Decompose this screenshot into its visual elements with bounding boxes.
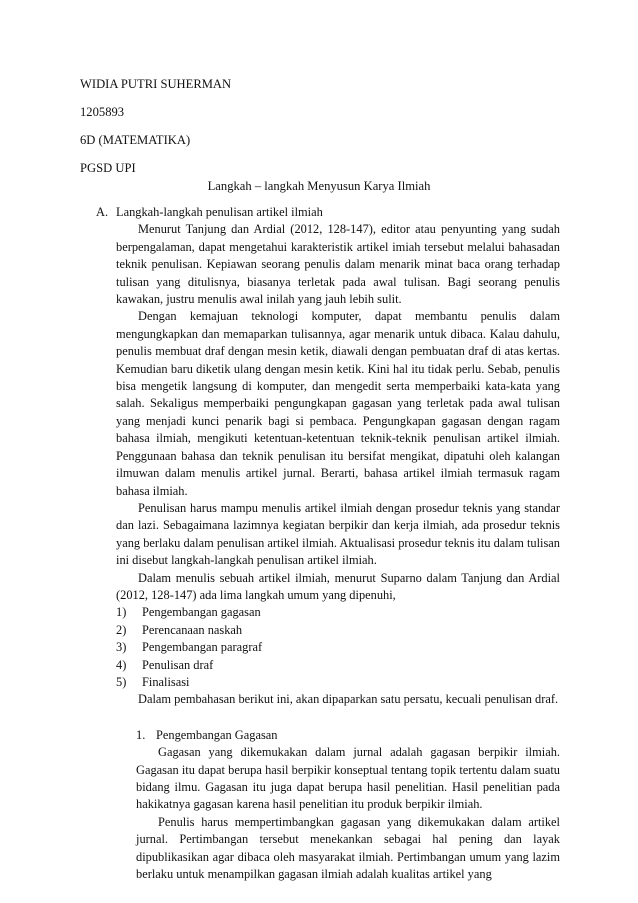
step-label: Penulisan draf: [142, 657, 214, 672]
author-name: WIDIA PUTRI SUHERMAN: [80, 77, 232, 91]
section-a-paragraph-2: Dengan kemajuan teknologi komputer, dapat membantu penulis dalam mengungkapkan dan memaparkan tulisannya, agar menarik untuk dibaca. Kalau dahulu, penulis membuat draf dengan mesin ketik, diawali dengan pembuatan draf di atas kertas. Kemudian baru diketik ulang dengan mesin ketik. Kini hal itu tidak perlu. Sebab, penulis bisa mengetik langsung di komputer, dan mengedit serta memperbaiki kata-kata yang salah. Sekaligus memperbaiki pengungkapan gagasan yang terletak pada awal tulisan yang menjadi kunci penarik bagi si pembaca. Pengungkapan gagasan dengan ragam bahasa ilmiah, mengikuti ketentuan-ketentuan teknik-teknik penulisan artikel ilmiah. Penggunaan bahasa dan teknik penulisan itu bersifat mengikat, dipatuhi oleh kalangan ilmuwan dalam menulis artikel jurnal. Berarti, bahasa artikel ilmiah termasuk ragam bahasa ilmiah.: [116, 309, 560, 498]
subsection-1-number: 1.: [136, 727, 146, 742]
spacer: [116, 709, 560, 727]
document-title: Langkah – langkah Menyusun Karya Ilmiah: [207, 179, 431, 193]
list-item: [116, 622, 560, 639]
section-a-paragraph-4: Dalam menulis sebuah artikel ilmiah, menurut Suparno dalam Tanjung dan Ardial (2012, 128-147) ada lima langkah umum yang dipenuhi,: [116, 570, 560, 602]
step-number: 2): [116, 622, 127, 637]
step-label: Pengembangan gagasan: [142, 605, 261, 620]
steps-list: [116, 604, 560, 691]
section-a-marker: A.: [96, 205, 109, 219]
step-number: 5): [116, 674, 127, 689]
subsection-1: [116, 727, 560, 884]
subsection-1-title: Pengembangan Gagasan: [156, 727, 278, 742]
section-a-paragraph-1: Menurut Tanjung dan Ardial (2012, 128-147), editor atau penyunting yang sudah berpengalaman, dapat mengetahui karakteristik artikel imiah tersebut melalui bahasadan teknik penulisan. Kepiawan seorang penulis dalam menarik minat baca orang terhadap tulisan yang ditulisnya, biasanya terletak pada awal tulisan. Bagi seorang penulis kawakan, justru menulis awal inilah yang jauh lebih sulit.: [116, 222, 560, 307]
student-id: 1205893: [80, 105, 125, 119]
section-a-paragraph-3: Penulisan harus mampu menulis artikel ilmiah dengan prosedur teknis yang standar dan lazi. Sebagaimana lazimnya kegiatan berpikir dan kerja ilmiah, ada prosedur teknis yang berlaku dalam penulisan artikel ilmiah. Aktualisasi prosedur teknis itu dalam tulisan ini disebut langkah-langkah penulisan artikel ilmiah.: [116, 500, 560, 568]
step-number: 4): [116, 657, 127, 672]
step-number: 3): [116, 640, 127, 655]
step-number: 1): [116, 605, 127, 620]
step-label: Pengembangan paragraf: [142, 640, 263, 655]
subsection-1-heading: [136, 727, 560, 744]
document-body: [96, 204, 560, 883]
subsection-1-paragraph-2: Penulis harus mempertimbangkan gagasan yang dikemukakan dalam artikel jurnal. Pertimbangan tersebut menekankan sebagai hal pening dan layak dipublikasikan agar dibaca oleh masyarakat ilmiah. Pertimbangan umum yang lazim berlaku untuk menampilkan gagasan ilmiah adalah kualitas artikel yang: [136, 814, 560, 882]
list-item: [116, 657, 560, 674]
subsection-1-paragraph-1: Gagasan yang dikemukakan dalam jurnal adalah gagasan berpikir ilmiah. Gagasan itu dapat berupa hasil berpikir konseptual tentang topik tertentu dalam suatu bidang ilmu. Gagasan itu juga dapat berupa hasil penelitian. Hasil penelitian pada hakikatnya gagasan karena hasil penelitian itu produk berpikir ilmiah.: [136, 745, 560, 812]
section-a-title: Langkah-langkah penulisan artikel ilmiah: [116, 205, 323, 219]
institution-label: PGSD UPI: [80, 161, 136, 175]
class-label: 6D (MATEMATIKA): [80, 133, 191, 147]
step-label: Perencanaan naskah: [142, 622, 243, 637]
section-a-closing: Dalam pembahasan berikut ini, akan dipaparkan satu persatu, kecuali penulisan draf.: [138, 692, 559, 707]
list-item: [116, 604, 560, 621]
step-label: Finalisasi: [142, 674, 190, 689]
section-a-heading: [96, 204, 560, 221]
list-item: [116, 674, 560, 691]
list-item: [116, 639, 560, 656]
